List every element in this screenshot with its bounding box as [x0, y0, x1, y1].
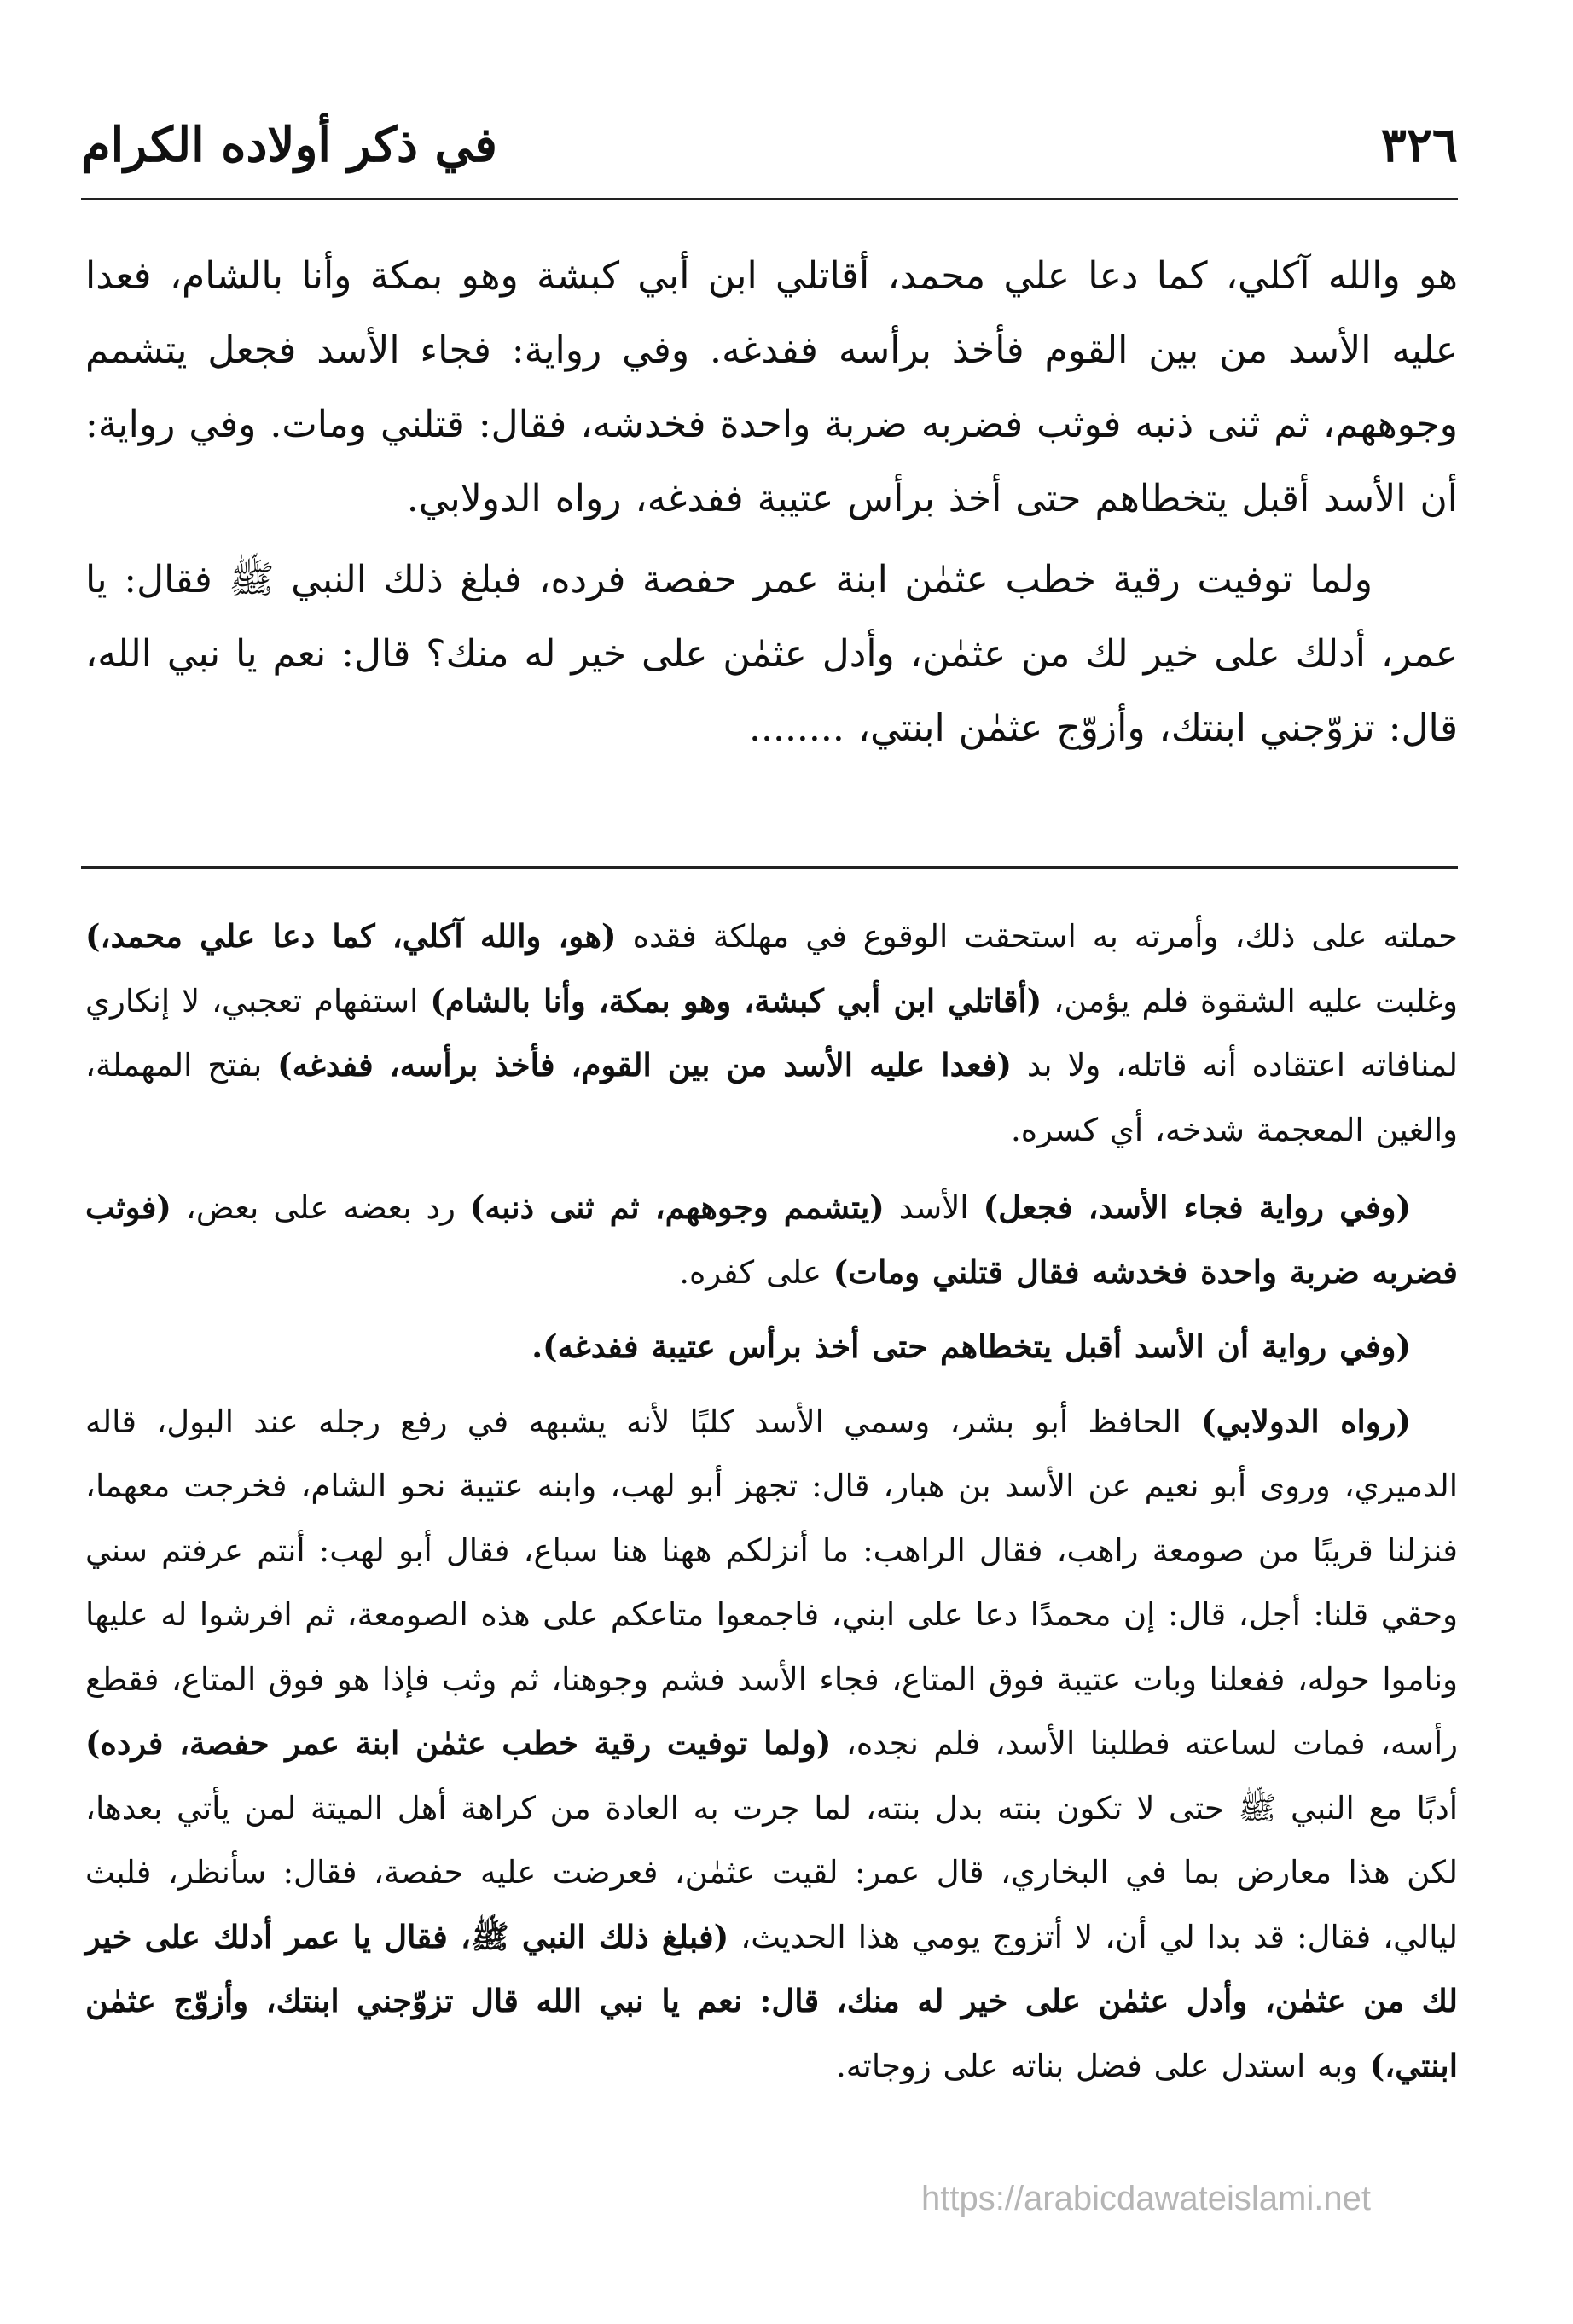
main-text	[85, 239, 1458, 765]
commentary-text-span: حملته على ذلك، وأمرته به استحقت الوقوع في مهلكة فقده	[616, 918, 1459, 955]
watermark-url: https://arabicdawateislami.net	[921, 2180, 1371, 2217]
quoted-matn: (فوثب فضربه ضربة واحدة فخدشه فقال قتلني ومات)	[85, 1188, 1458, 1291]
commentary-text-span: الحافظ أبو بشر، وسمي الأسد كلبًا لأنه يشبهه في رفع رجله عند البول، قاله الدميري، وروى أبو نعيم عن الأسد بن هبار، قال: تجهز أبو لهب، وابنه عتيبة نحو الشام، فخرجت معهما، فنزلنا قريبًا من صومعة راهب، فقال الراهب: ما أنزلكم ههنا هنا سباع، فقال أبو لهب: أنتم عرفتم سني وحقي قلنا: أجل، قال: إن محمدًا دعا على ابني، فاجمعوا متاعكم على هذه الصومعة، ثم افرشوا له عليها وناموا حوله، ففعلنا وبات عتيبة فوق المتاع، فجاء الأسد فشم وجوهنا، ثم وثب فإذا هو فوق المتاع، فقطع رأسه، فمات لساعته فطلبنا الأسد، فلم نجده،	[85, 1403, 1458, 1762]
page-number: ٣٢٦	[1380, 117, 1458, 173]
chapter-title: في ذكر أولاده الكرام	[81, 117, 497, 173]
quoted-matn: (ولما توفيت رقية خطب عثمٰن ابنة عمر حفصة، فرده)	[85, 1724, 832, 1762]
commentary-text-span: وبه استدل على فضل بناته على زوجاته.	[835, 2047, 1370, 2084]
quoted-matn: (فعدا عليه الأسد من بين القوم، فأخذ برأسه، ففدغه)	[277, 1046, 1013, 1084]
commentary-text-span: على كفره.	[679, 1253, 833, 1291]
main-paragraph-2: ولما توفيت رقية خطب عثمٰن ابنة عمر حفصة فرده، فبلغ ذلك النبي ﷺ فقال: يا عمر، أدلك على خير لك من عثمٰن، وأدل عثمٰن على خير له منك؟ قال: نعم يا نبي الله، قال: تزوّجني ابنتك، وأزوّج عثمٰن ابنتي، ........	[85, 558, 1458, 750]
commentary-paragraph-1	[85, 904, 1458, 1162]
quoted-matn: (أقاتلي ابن أبي كبشة، وهو بمكة، وأنا بالشام)	[430, 981, 1042, 1020]
commentary-paragraph-2	[85, 1176, 1458, 1304]
commentary-text-span: استفهام تعجبي، لا إنكاري لمنافاته اعتقاده أنه قاتله، ولا بد	[85, 982, 1458, 1084]
commentary-text	[85, 904, 1458, 2108]
commentary-divider	[81, 866, 1458, 869]
quoted-matn: (يتشمم وجوههم، ثم ثنى ذنبه)	[469, 1188, 885, 1226]
commentary-text-span: الأسد	[884, 1189, 984, 1226]
main-paragraph-1: هو والله آكلي، كما دعا علي محمد، أقاتلي ابن أبي كبشة وهو بمكة وأنا بالشام، فعدا عليه الأسد من بين القوم فأخذ برأسه ففدغه. وفي رواية: فجاء الأسد فجعل يتشمم وجوههم، ثم ثنى ذنبه فوثب فضربه ضربة واحدة فخدشه، فقال: قتلني ومات. وفي رواية: أن الأسد أقبل يتخطاهم حتى أخذ برأس عتيبة ففدغه، رواه الدولابي.	[85, 254, 1458, 520]
quoted-matn: (رواه الدولابي)	[1201, 1402, 1411, 1440]
header-divider	[81, 198, 1458, 200]
quoted-matn: (هو، والله آكلي، كما دعا علي محمد،)	[85, 917, 617, 955]
quoted-matn: (فبلغ ذلك النبي ﷺ، فقال يا عمر أدلك على خير لك من عثمٰن، وأدل عثمٰن على خير له منك، قال: نعم يا نبي الله قال تزوّجني ابنتك، وأزوّج عثمٰن ابنتي،)	[85, 1917, 1458, 2084]
commentary-paragraph-4	[85, 1390, 1458, 2099]
commentary-text-span: بفتح المهملة، والغين المعجمة شدخه، أي كسره.	[85, 1047, 1458, 1148]
commentary-text-span: أدبًا مع النبي ﷺ حتى لا تكون بنته بدل بنته، لما جرت به العادة من كراهة أهل الميتة لمن يأتي بعدها، لكن هذا معارض بما في البخاري، قال عمر: لقيت عثمٰن، فعرضت عليه حفصة، فقال: سأنظر، فلبث ليالي، فقال: قد بدا لي أن، لا أتزوج يومي هذا الحديث،	[85, 1789, 1458, 1955]
page-header	[81, 102, 1458, 188]
quoted-matn: (وفي رواية أن الأسد أقبل يتخطاهم حتى أخذ برأس عتيبة ففدغه).	[531, 1328, 1411, 1365]
commentary-text-span: رد بعضه على بعض،	[171, 1189, 470, 1226]
commentary-text-span: وغلبت عليه الشقوة فلم يؤمن،	[1042, 982, 1458, 1020]
commentary-paragraph-3	[85, 1315, 1458, 1380]
quoted-matn: (وفي رواية فجاء الأسد، فجعل)	[983, 1188, 1411, 1226]
